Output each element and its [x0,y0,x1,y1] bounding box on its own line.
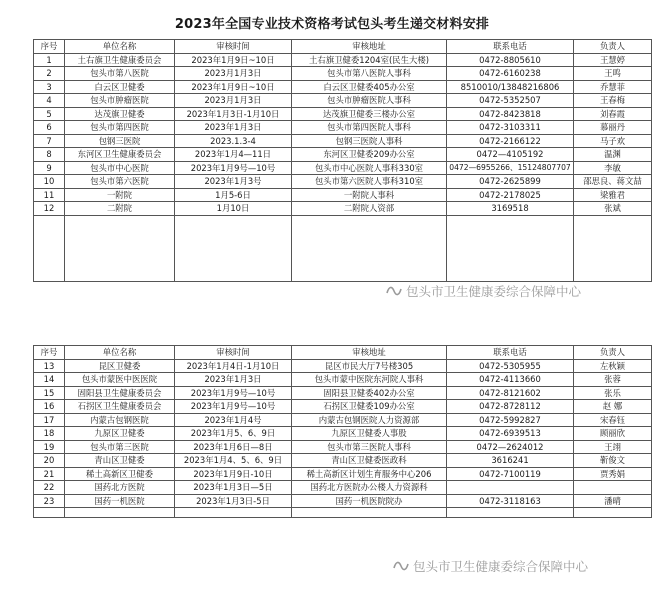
cell-time: 2023年1月3号 [175,175,292,189]
cell-contact: 梁雅君 [574,188,652,202]
cell-address: 包钢三医院人事科 [292,134,447,148]
header-unit: 单位名称 [65,40,175,54]
cell-contact: 靳俊文 [574,454,652,468]
cell-unit: 包钢三医院 [65,134,175,148]
cell-phone: 0472-2178025 [447,188,574,202]
cell-time: 2023年1月9日~10日 [175,80,292,94]
cell-contact: 乔慧菲 [574,80,652,94]
cell-time: 2023年1月6日—8日 [175,440,292,454]
cell-address: 包头市肿瘤医院人事科 [292,94,447,108]
cell-phone: 0472—4105192 [447,148,574,162]
cell-address: 稀土高新区计划生育服务中心206 [292,467,447,481]
empty-row [34,508,652,518]
cell-unit: 包头市蒙医中医医院 [65,373,175,387]
cell-index: 15 [34,386,65,400]
empty-cell [175,508,292,518]
cell-time: 2023年1月5、6、9日 [175,427,292,441]
cell-index: 4 [34,94,65,108]
header-index: 序号 [34,40,65,54]
table-header-row [34,40,652,54]
cell-phone: 0472-8121602 [447,386,574,400]
header-time: 审核时间 [175,346,292,360]
cell-phone: 3169518 [447,202,574,216]
cell-contact: 温渊 [574,148,652,162]
table-row [34,148,652,162]
cell-contact: 邵思良、蒋文喆 [574,175,652,189]
cell-address: 达茂旗卫健委三楼办公室 [292,107,447,121]
cell-time: 2023年1月4号 [175,413,292,427]
cell-phone: 0472-5305955 [447,359,574,373]
cell-phone: 0472—2624012 [447,440,574,454]
cell-phone: 8510010/13848216806 [447,80,574,94]
cell-contact: 贾秀娟 [574,467,652,481]
empty-cell [447,508,574,518]
cell-contact: 赵 娜 [574,400,652,414]
empty-cell [175,215,292,281]
cell-index: 8 [34,148,65,162]
cell-phone: 0472-4113660 [447,373,574,387]
cell-index: 7 [34,134,65,148]
cell-phone: 0472-5992827 [447,413,574,427]
empty-cell [574,508,652,518]
empty-cell [34,508,65,518]
cell-unit: 包头市第三医院 [65,440,175,454]
cell-contact: 王慧婷 [574,53,652,67]
cell-index: 20 [34,454,65,468]
cell-unit: 固阳县卫生健康委员会 [65,386,175,400]
cell-time: 2023年1月9日~10日 [175,53,292,67]
cell-address: 二附院人资部 [292,202,447,216]
watermark [393,557,588,575]
cell-phone: 0472-6160238 [447,67,574,81]
cell-phone: 0472-8805610 [447,53,574,67]
cell-unit: 一附院 [65,188,175,202]
cell-time: 2023年1月9号—10号 [175,161,292,175]
cell-index: 22 [34,481,65,495]
header-contact: 负责人 [574,346,652,360]
cell-address: 一附院人事科 [292,188,447,202]
cell-address: 昆区市民大厅7号楼305 [292,359,447,373]
cell-unit: 国药北方医院 [65,481,175,495]
cell-unit: 青山区卫健委 [65,454,175,468]
cell-time: 2023年1月4—11日 [175,148,292,162]
cell-index: 14 [34,373,65,387]
cell-phone: 0472-2166122 [447,134,574,148]
cell-address: 包头市第八医院人事科 [292,67,447,81]
cell-unit: 达茂旗卫健委 [65,107,175,121]
cell-phone: 0472-2625899 [447,175,574,189]
table-row [34,121,652,135]
cell-address: 国药一机医院院办 [292,494,447,508]
cell-time: 2023年1月3日 [175,121,292,135]
cell-address: 包头市蒙中医院东河院人事科 [292,373,447,387]
watermark-text: 包头市卫生健康委综合保障中心 [413,559,589,574]
cell-time: 2023年1月4日-1月10日 [175,359,292,373]
table-row [34,440,652,454]
watermark [386,282,581,300]
header-address: 审核地址 [292,40,447,54]
cell-unit: 东河区卫生健康委员会 [65,148,175,162]
cell-index: 10 [34,175,65,189]
empty-cell [65,508,175,518]
cell-unit: 国药一机医院 [65,494,175,508]
cell-time: 2023年1月9号—10号 [175,400,292,414]
cell-address: 国药北方医院办公楼人力资源科 [292,481,447,495]
table-row [34,467,652,481]
cell-time: 2023年1月3日 [175,373,292,387]
cell-index: 3 [34,80,65,94]
cell-phone: 0472-3118163 [447,494,574,508]
cell-unit: 内蒙古包钢医院 [65,413,175,427]
empty-row [34,215,652,281]
cell-address: 包头市第六医院人事科310室 [292,175,447,189]
schedule-table-1 [33,39,652,282]
cell-contact [574,481,652,495]
cell-address: 土右旗卫健委1204室(民生大楼) [292,53,447,67]
cell-index: 2 [34,67,65,81]
header-phone: 联系电话 [447,40,574,54]
wechat-channel-icon [393,559,409,573]
cell-time: 1月5-6日 [175,188,292,202]
cell-unit: 九原区卫健委 [65,427,175,441]
cell-index: 1 [34,53,65,67]
table-row [34,494,652,508]
cell-time: 2023年1月4、5、6、9日 [175,454,292,468]
cell-unit: 包头市第八医院 [65,67,175,81]
header-time: 审核时间 [175,40,292,54]
cell-unit: 包头市第四医院 [65,121,175,135]
empty-cell [292,215,447,281]
cell-unit: 白云区卫健委 [65,80,175,94]
cell-address: 白云区卫健委405办公室 [292,80,447,94]
cell-index: 13 [34,359,65,373]
cell-phone: 0472—6955266、15124807707 [447,161,574,175]
cell-index: 11 [34,188,65,202]
cell-time: 2023年1月9号—10号 [175,386,292,400]
cell-phone: 0472-8728112 [447,400,574,414]
table-row [34,134,652,148]
schedule-table-2 [33,345,652,518]
cell-time: 2023年1月3日-5日 [175,494,292,508]
table-row [34,80,652,94]
cell-contact: 宋春钰 [574,413,652,427]
cell-contact: 刘春霞 [574,107,652,121]
watermark-text: 包头市卫生健康委综合保障中心 [406,284,582,299]
cell-address: 东河区卫健委209办公室 [292,148,447,162]
cell-contact: 左秋颖 [574,359,652,373]
empty-cell [574,215,652,281]
cell-address: 内蒙古包钢医院人力资源部 [292,413,447,427]
cell-contact: 张斌 [574,202,652,216]
cell-time: 1月10日 [175,202,292,216]
cell-phone: 3616241 [447,454,574,468]
table-row [34,481,652,495]
empty-cell [292,508,447,518]
header-phone: 联系电话 [447,346,574,360]
cell-phone [447,481,574,495]
empty-cell [447,215,574,281]
cell-unit: 昆区卫健委 [65,359,175,373]
table-row [34,202,652,216]
wechat-channel-icon [386,284,402,298]
empty-cell [65,215,175,281]
cell-phone: 0472-7100119 [447,467,574,481]
cell-address: 包头市第四医院人事科 [292,121,447,135]
cell-contact: 张乐 [574,386,652,400]
cell-contact: 马子欢 [574,134,652,148]
cell-unit: 二附院 [65,202,175,216]
cell-address: 包头市中心医院人事科330室 [292,161,447,175]
cell-contact: 慕丽丹 [574,121,652,135]
table-row [34,161,652,175]
cell-time: 2023年1月9日-10日 [175,467,292,481]
cell-address: 九原区卫健委人事股 [292,427,447,441]
table-row [34,67,652,81]
cell-unit: 土右旗卫生健康委员会 [65,53,175,67]
cell-index: 6 [34,121,65,135]
cell-contact: 王鸣 [574,67,652,81]
cell-unit: 包头市肿瘤医院 [65,94,175,108]
cell-address: 石拐区卫健委109办公室 [292,400,447,414]
cell-contact: 顾丽欣 [574,427,652,441]
cell-contact: 李敏 [574,161,652,175]
table-row [34,400,652,414]
cell-index: 21 [34,467,65,481]
cell-time: 2023月1月3日 [175,94,292,108]
table-row [34,53,652,67]
cell-index: 18 [34,427,65,441]
empty-cell [34,215,65,281]
cell-index: 9 [34,161,65,175]
table-row [34,175,652,189]
table-row [34,413,652,427]
table-row [34,359,652,373]
cell-address: 青山区卫健委医政科 [292,454,447,468]
cell-index: 5 [34,107,65,121]
cell-contact: 王春梅 [574,94,652,108]
cell-index: 23 [34,494,65,508]
cell-contact: 潘晴 [574,494,652,508]
table-header-row [34,346,652,360]
table-row [34,427,652,441]
table-row [34,386,652,400]
cell-address: 包头市第三医院人事科 [292,440,447,454]
cell-phone: 0472-5352507 [447,94,574,108]
cell-phone: 0472-8423818 [447,107,574,121]
cell-phone: 0472-6939513 [447,427,574,441]
cell-time: 2023月1月3日 [175,67,292,81]
table-row [34,454,652,468]
cell-contact: 张蓉 [574,373,652,387]
table-row [34,373,652,387]
cell-contact: 王翊 [574,440,652,454]
cell-index: 19 [34,440,65,454]
header-contact: 负责人 [574,40,652,54]
table-row [34,94,652,108]
cell-time: 2023年1月3日-1月10日 [175,107,292,121]
cell-unit: 稀土高新区卫健委 [65,467,175,481]
cell-time: 2023年1月3日—5日 [175,481,292,495]
header-unit: 单位名称 [65,346,175,360]
cell-index: 16 [34,400,65,414]
header-index: 序号 [34,346,65,360]
cell-phone: 0472-3103311 [447,121,574,135]
cell-time: 2023.1.3-4 [175,134,292,148]
cell-unit: 石拐区卫生健康委员会 [65,400,175,414]
cell-address: 固阳县卫健委402办公室 [292,386,447,400]
cell-index: 17 [34,413,65,427]
cell-unit: 包头市第六医院 [65,175,175,189]
table-row [34,107,652,121]
cell-index: 12 [34,202,65,216]
table-row [34,188,652,202]
page-title: 2023年全国专业技术资格考试包头考生递交材料安排 [174,17,490,32]
cell-unit: 包头市中心医院 [65,161,175,175]
header-address: 审核地址 [292,346,447,360]
